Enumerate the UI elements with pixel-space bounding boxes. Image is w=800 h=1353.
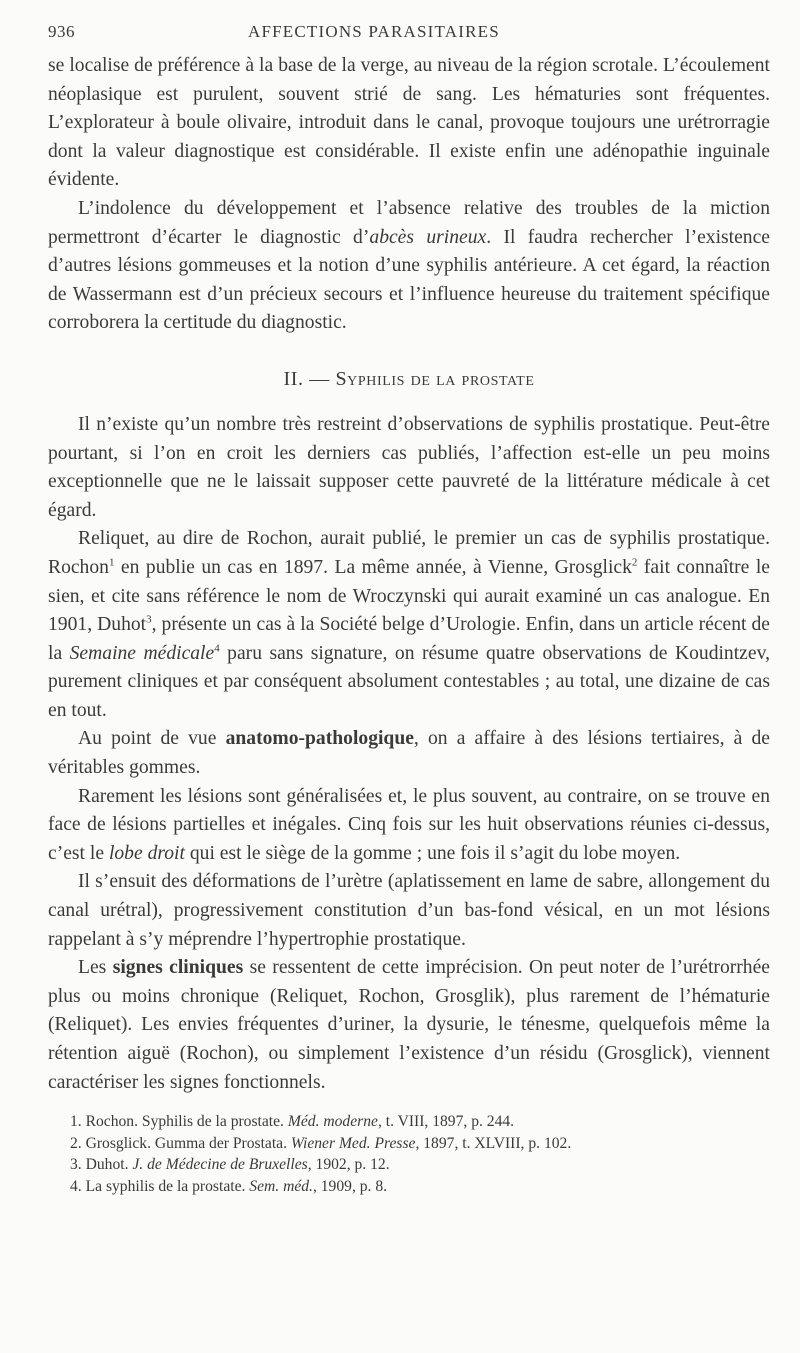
page-number: 936 xyxy=(48,22,75,41)
body-paragraph xyxy=(48,411,770,525)
text-run: , t. VIII, 1897, p. 244. xyxy=(377,1113,515,1131)
running-head xyxy=(48,22,770,52)
bold-text: signes cliniques xyxy=(112,957,244,979)
text-run: se ressentent de cette imprécision. On peut noter de l’urétrorrhée plus ou moins chronique (Reliquet, Rochon, Grosglik), plus rarement de l’hématurie (Reliquet). Les envies fréquentes d’uriner, la dysurie, le ténesme, quelquefois même la rétention aiguë (Rochon), ou simplement l’existence d’un résidu (Grosglick), viennent caractériser les signes fonctionnels. xyxy=(48,957,770,1093)
italic-text: Semaine médicale xyxy=(69,642,215,664)
footnote xyxy=(48,1111,770,1133)
text-run: L’indolence du développement et l’absence relative des troubles de la miction permettront d’écarter le diagnostic d’ xyxy=(48,197,770,248)
italic-text: abcès urineux xyxy=(369,226,487,248)
text-run: se localise de préférence à la base de la verge, au niveau de la région scrotale. L’écoulement néoplasique est purulent, souvent strié de sang. Les hématuries sont fréquentes. L’explorateur à boule olivaire, introduit dans le canal, provoque toujours une urétrorragie dont la valeur diagnostique est considérable. Il existe enfin une adénopathie inguinale évidente. xyxy=(48,55,770,191)
body-paragraph xyxy=(48,525,770,725)
text-run: Reliquet, au dire de Rochon, aurait publié, le premier un cas de syphilis prostatique. Rochon xyxy=(48,528,770,578)
text-run: , 1897, t. XLVIII, p. 102. xyxy=(415,1134,572,1152)
intro-paragraph xyxy=(48,195,770,338)
body-paragraph xyxy=(48,725,770,782)
footnote-ref: 3 xyxy=(146,613,152,626)
text-run: fait connaître le sien, et cite sans référence le nom de Wroczynski qui aurait examiné un cas analogue. En 1901, Duhot xyxy=(48,556,771,636)
italic-text: J. de Médecine de Bruxelles xyxy=(132,1156,308,1174)
body-paragraph xyxy=(48,954,770,1097)
section-title: Syphilis de la prostate xyxy=(335,367,535,390)
page xyxy=(48,22,770,1197)
text-run: Les xyxy=(78,957,113,979)
bold-text: anatomo-pathologique xyxy=(225,728,414,750)
footnote xyxy=(48,1176,770,1198)
footnotes xyxy=(48,1111,770,1197)
intro-paragraph xyxy=(48,52,770,195)
body-paragraph xyxy=(48,868,770,954)
italic-text: Wiener Med. Presse xyxy=(290,1134,416,1152)
body-paragraph xyxy=(48,783,770,869)
text-run: Rarement les lésions sont généralisées et, le plus souvent, au contraire, on se trouve en face de lésions partielles et inégales. Cinq fois sur les huit observations réunies ci-dessus, c’est le xyxy=(48,785,770,864)
footnote-ref: 4 xyxy=(214,642,220,655)
text-run: paru sans signature, on résume quatre observations de Koudintzev, purement cliniques et par conséquent absolument contestables ; au total, une dizaine de cas en tout. xyxy=(48,642,770,721)
text-run: . Il faudra rechercher l’existence d’autres lésions gommeuses et la notion d’une syphilis antérieure. A cet égard, la réaction de Wassermann est d’un précieux secours et l’influence heureuse du traitement spécifique corroborera la certitude du diagnostic. xyxy=(48,226,770,334)
italic-text: Sem. méd. xyxy=(249,1177,313,1195)
section-heading xyxy=(48,368,770,391)
footnote xyxy=(48,1133,770,1155)
text-run: 1. Rochon. Syphilis de la prostate. xyxy=(70,1113,288,1131)
text-run: Il s’ensuit des déformations de l’urètre (aplatissement en lame de sabre, allongement du canal urétral), progressivement constitution d’un bas-fond vésical, en un mot lésions rappelant à s’y méprendre l’hypertrophie prostatique. xyxy=(48,871,770,950)
text-run: 2. Grosglick. Gumma der Prostata. xyxy=(70,1134,291,1152)
text-run: , 1902, p. 12. xyxy=(307,1156,390,1174)
intro-text xyxy=(48,52,770,338)
text-run: en publie un cas en 1897. La même année, à Vienne, Grosglick xyxy=(114,556,632,578)
text-run: qui est le siège de la gomme ; une fois il s’agit du lobe moyen. xyxy=(184,842,681,864)
footnote xyxy=(48,1154,770,1176)
text-run: 3. Duhot. xyxy=(70,1156,133,1174)
text-run: 4. La syphilis de la prostate. xyxy=(70,1177,250,1195)
italic-text: lobe droit xyxy=(108,842,185,864)
text-run: , 1909, p. 8. xyxy=(312,1177,388,1195)
section-number: II. — xyxy=(283,367,336,390)
running-title: AFFECTIONS PARASITAIRES xyxy=(248,22,500,41)
footnote-ref: 1 xyxy=(108,556,115,569)
section-body xyxy=(48,411,770,1097)
italic-text: Méd. moderne xyxy=(287,1113,378,1131)
text-run: Il n’existe qu’un nombre très restreint d’observations de syphilis prostatique. Peut-être pourtant, si l’on en croit les derniers cas publiés, l’affection est-elle un peu moins exceptionnelle que ne le laissait supposer cette pauvreté de la littérature médicale à cet égard. xyxy=(48,413,770,521)
text-run: , présente un cas à la Société belge d’Urologie. Enfin, dans un article récent de la xyxy=(48,614,770,664)
text-run: , on a affaire à des lésions tertiaires, à de véritables gommes. xyxy=(48,728,770,779)
footnote-ref: 2 xyxy=(631,556,638,569)
text-run: Au point de vue xyxy=(78,728,226,750)
